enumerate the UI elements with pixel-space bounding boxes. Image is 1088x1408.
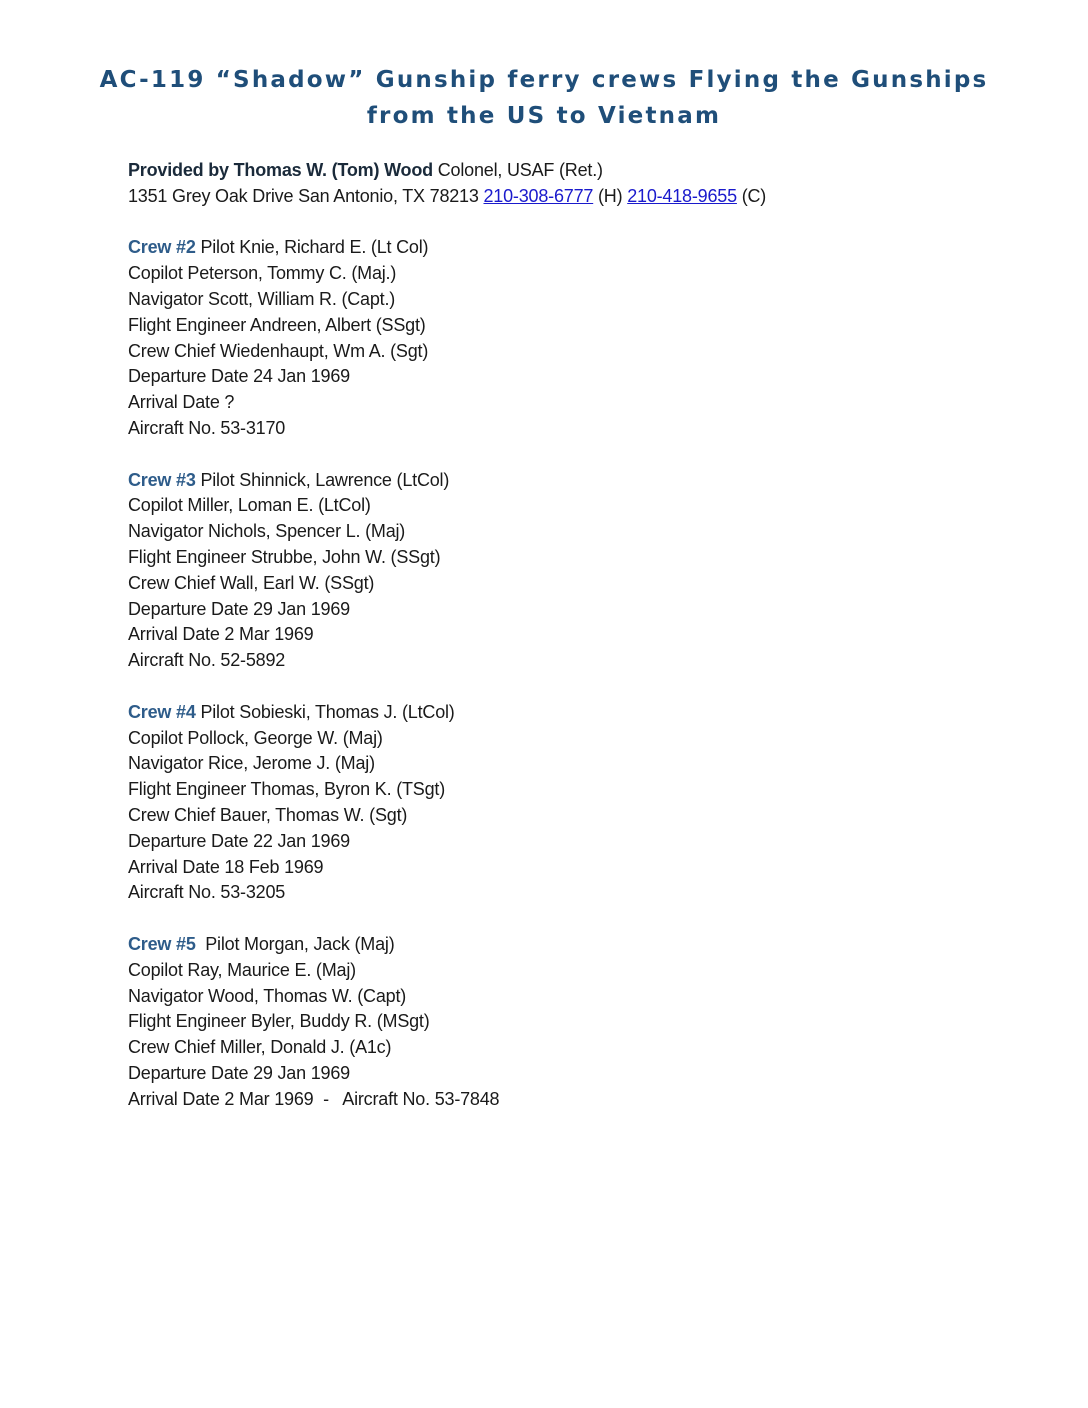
crew-departure-date: Departure Date 29 Jan 1969 xyxy=(128,1062,350,1083)
provider-rank: Colonel, USAF (Ret.) xyxy=(432,160,603,180)
crew-navigator: Navigator Scott, William R. (Capt.) xyxy=(128,288,396,309)
crew-navigator: Navigator Wood, Thomas W. (Capt) xyxy=(128,985,407,1006)
crew-pilot-line xyxy=(128,700,1028,726)
spacer xyxy=(128,442,1028,468)
provider-name: Provided by Thomas W. (Tom) Wood xyxy=(128,160,433,180)
crew-chief: Crew Chief Bauer, Thomas W. (Sgt) xyxy=(128,804,408,825)
crew-flight-engineer: Flight Engineer Strubbe, John W. (SSgt) xyxy=(128,546,441,567)
crew-departure-date: Departure Date 24 Jan 1969 xyxy=(128,366,350,387)
provider-line xyxy=(128,158,1028,184)
crew-aircraft-number: Aircraft No. 53-3205 xyxy=(128,882,286,903)
crew-navigator: Navigator Rice, Jerome J. (Maj) xyxy=(128,753,375,774)
provider-address: 1351 Grey Oak Drive San Antonio, TX 78213 xyxy=(128,185,484,206)
title-line-2: from the US to Vietnam xyxy=(366,103,722,129)
spacer xyxy=(128,906,1028,932)
crew-copilot: Copilot Ray, Maurice E. (Maj) xyxy=(128,959,356,980)
crew-pilot: Pilot Shinnick, Lawrence (LtCol) xyxy=(195,469,450,490)
crew-label: Crew #5 xyxy=(128,933,196,954)
crew-copilot: Copilot Miller, Loman E. (LtCol) xyxy=(128,495,371,516)
provider-block xyxy=(128,158,1028,210)
crew-flight-engineer: Flight Engineer Andreen, Albert (SSgt) xyxy=(128,314,426,335)
crew-pilot-line xyxy=(128,468,1028,494)
crew-pilot-line xyxy=(128,932,1028,958)
crew-block-3 xyxy=(128,468,1028,674)
crew-pilot: Pilot Knie, Richard E. (Lt Col) xyxy=(195,237,429,258)
crew-arrival-date: Arrival Date ? xyxy=(128,392,235,413)
crew-block-5 xyxy=(128,932,1028,1113)
phone-home-link[interactable]: 210-308-6777 xyxy=(483,185,594,206)
crew-arrival-date: Arrival Date 2 Mar 1969 xyxy=(128,624,314,645)
title-line-1: AC-119 “Shadow” Gunship ferry crews Flying the Gunships xyxy=(99,67,989,93)
crew-copilot: Copilot Pollock, George W. (Maj) xyxy=(128,727,383,748)
crew-chief: Crew Chief Wall, Earl W. (SSgt) xyxy=(128,572,375,593)
crew-chief: Crew Chief Wiedenhaupt, Wm A. (Sgt) xyxy=(128,340,429,361)
spacer xyxy=(128,674,1028,700)
crew-label: Crew #3 xyxy=(128,469,196,490)
crew-flight-engineer: Flight Engineer Thomas, Byron K. (TSgt) xyxy=(128,779,445,800)
crew-label: Crew #2 xyxy=(128,237,196,258)
crew-pilot-line xyxy=(128,235,1028,261)
crew-arrival-date: Arrival Date 18 Feb 1969 xyxy=(128,856,324,877)
phone-home-suffix: (H) xyxy=(593,185,628,206)
phone-cell-suffix: (C) xyxy=(736,185,767,206)
crew-flight-engineer: Flight Engineer Byler, Buddy R. (MSgt) xyxy=(128,1011,430,1032)
crew-aircraft-number: Aircraft No. 53-3170 xyxy=(128,417,286,438)
crew-pilot: Pilot Morgan, Jack (Maj) xyxy=(195,933,395,954)
crew-arrival-date: Arrival Date 2 Mar 1969 - Aircraft No. 53-7848 xyxy=(128,1088,500,1109)
crew-pilot: Pilot Sobieski, Thomas J. (LtCol) xyxy=(195,701,455,722)
crew-departure-date: Departure Date 22 Jan 1969 xyxy=(128,830,350,851)
crew-aircraft-number: Aircraft No. 52-5892 xyxy=(128,650,286,671)
document-title xyxy=(0,62,1088,134)
crew-chief: Crew Chief Miller, Donald J. (A1c) xyxy=(128,1037,392,1058)
document-body xyxy=(128,158,1028,1112)
crew-block-4 xyxy=(128,700,1028,906)
crew-departure-date: Departure Date 29 Jan 1969 xyxy=(128,598,350,619)
crew-label: Crew #4 xyxy=(128,701,196,722)
crew-copilot: Copilot Peterson, Tommy C. (Maj.) xyxy=(128,263,397,284)
contact-line xyxy=(128,184,1028,210)
phone-cell-link[interactable]: 210-418-9655 xyxy=(627,185,737,206)
crew-block-2 xyxy=(128,235,1028,441)
crew-navigator: Navigator Nichols, Spencer L. (Maj) xyxy=(128,521,406,542)
spacer xyxy=(128,210,1028,236)
